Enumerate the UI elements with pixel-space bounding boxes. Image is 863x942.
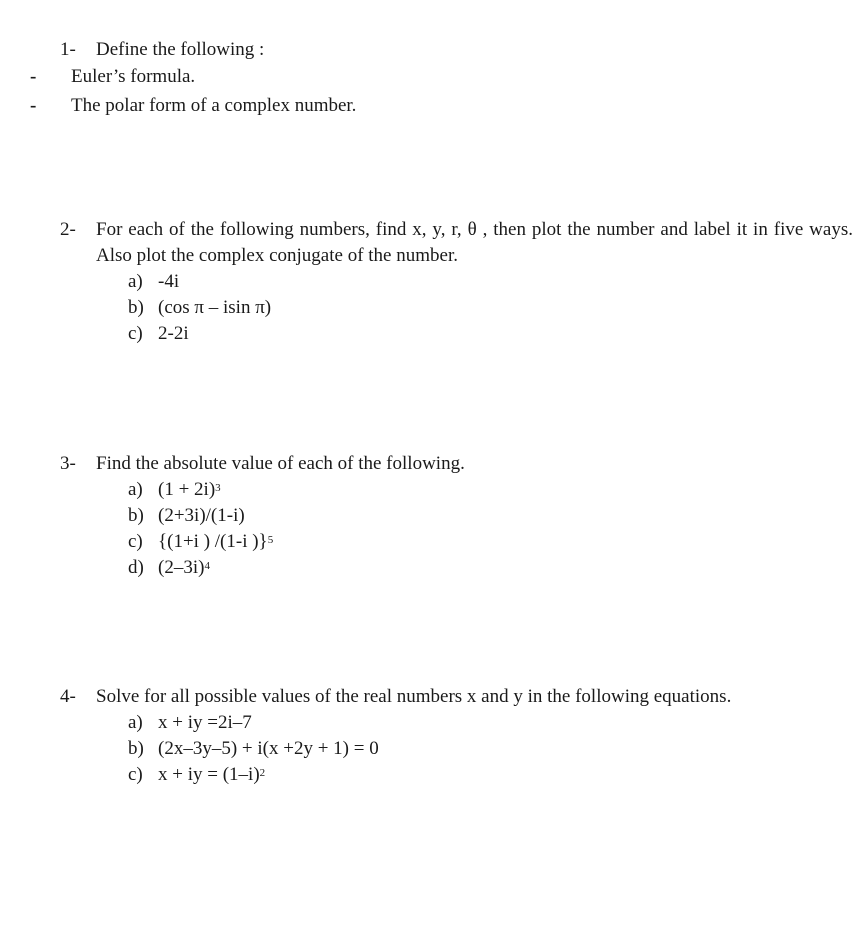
list-item xyxy=(30,91,356,120)
list-item: c) {(1+i ) /(1-i )} $^5$ xyxy=(128,529,853,555)
question-text: For each of the following numbers, find x, y, r, θ , then plot the number and label it in five ways. Also plot the complex conjugate of the number. xyxy=(96,219,853,266)
part-letter: c) xyxy=(128,531,143,552)
list-item-text: The polar form of a complex number. xyxy=(71,94,357,116)
part-expression: (2–3i) xyxy=(158,557,205,578)
part-letter: b) xyxy=(128,738,144,759)
part-expression: -4i xyxy=(158,271,180,292)
question-1-list xyxy=(30,62,356,120)
bullet-dash: - xyxy=(30,94,37,116)
question-text: Find the absolute value of each of the following. xyxy=(96,453,465,474)
list-item xyxy=(30,62,356,91)
part-expression: (1 + 2i) xyxy=(158,479,216,500)
question-2-heading xyxy=(60,217,853,269)
part-expression: {(1+i ) /(1-i )} xyxy=(158,531,268,552)
part-letter: a) xyxy=(128,479,143,500)
list-item xyxy=(128,710,793,736)
question-number: 3- xyxy=(60,453,76,474)
part-expression: (cos π – isin π) xyxy=(158,297,272,318)
part-letter: b) xyxy=(128,505,144,526)
part-expression: 2-2i xyxy=(158,323,189,344)
question-2-parts xyxy=(128,269,853,347)
question-4 xyxy=(60,684,793,788)
list-item: a) (1 + 2i) $^3$ xyxy=(128,477,853,503)
question-3-parts xyxy=(128,477,853,581)
part-letter: d) xyxy=(128,557,144,578)
list-item xyxy=(128,321,853,347)
part-letter: b) xyxy=(128,297,144,318)
part-letter: c) xyxy=(128,323,143,344)
part-expression: x + iy =2i–7 xyxy=(158,712,252,733)
list-item xyxy=(128,736,793,762)
list-item xyxy=(128,295,853,321)
bullet-dash: - xyxy=(30,65,37,87)
list-item xyxy=(128,503,853,529)
part-letter: c) xyxy=(128,764,143,785)
list-item-text: Euler’s formula. xyxy=(71,65,196,87)
question-4-parts xyxy=(128,710,793,788)
part-expression: (2x–3y–5) + i(x +2y + 1) = 0 xyxy=(158,738,379,759)
list-item: c) x + iy = (1–i) $^2$ xyxy=(128,762,793,788)
part-expression: x + iy = (1–i) xyxy=(158,764,260,785)
question-number: 2- xyxy=(60,219,76,240)
question-number: 1- xyxy=(60,39,76,60)
question-2 xyxy=(60,217,853,347)
list-item xyxy=(128,269,853,295)
question-3 xyxy=(60,451,853,581)
question-3-heading xyxy=(60,451,853,477)
question-4-heading xyxy=(60,684,793,710)
part-expression: (2+3i)/(1-i) xyxy=(158,505,245,526)
part-letter: a) xyxy=(128,712,143,733)
part-letter: a) xyxy=(128,271,143,292)
list-item: d) (2–3i) $^4$ xyxy=(128,555,853,581)
question-1-heading xyxy=(60,37,853,63)
question-1 xyxy=(60,37,853,63)
question-number: 4- xyxy=(60,686,76,707)
question-text: Define the following : xyxy=(96,39,265,60)
question-text: Solve for all possible values of the real numbers x and y in the following equations. xyxy=(96,686,732,707)
